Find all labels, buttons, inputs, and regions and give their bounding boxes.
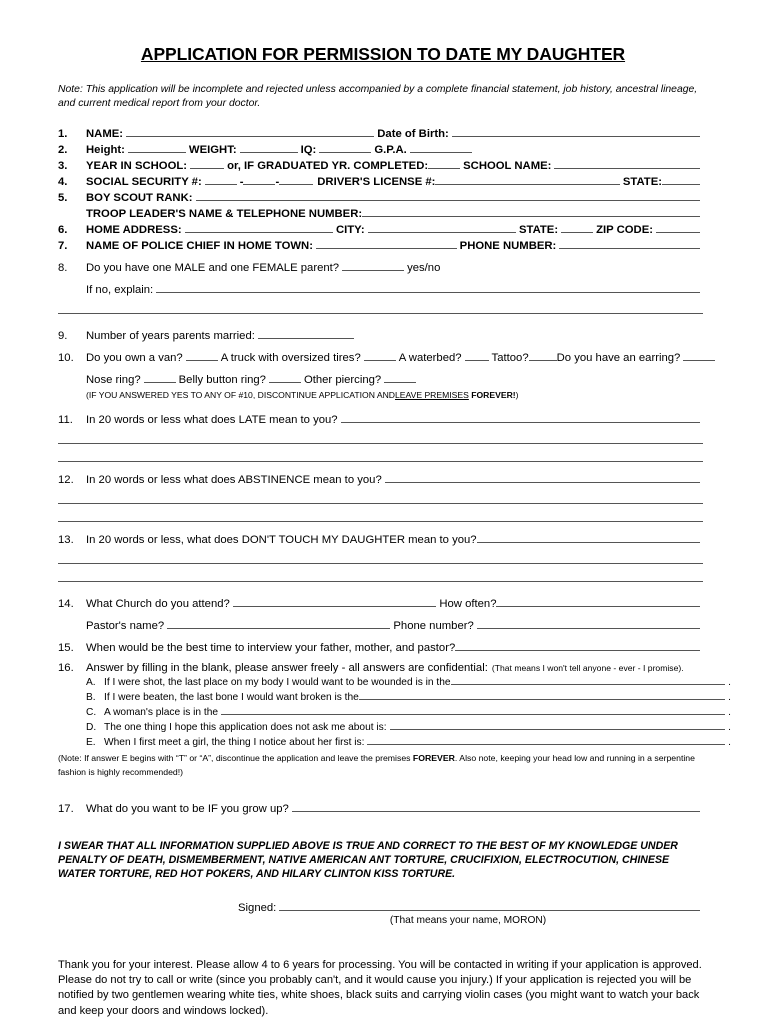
subitem-row-e (86, 734, 731, 748)
input-license-state[interactable] (662, 174, 700, 185)
input-date-of-birth[interactable] (452, 126, 700, 137)
label-drivers-license: DRIVER'S LICENSE #: (317, 176, 436, 189)
label-height: Height: (86, 144, 125, 157)
input-iq[interactable] (319, 142, 371, 153)
subitem-letter-b: B. (86, 692, 96, 704)
signature-caption: (That means your name, MORON) (389, 914, 547, 926)
input-subitem-c[interactable] (221, 704, 725, 715)
page-title (58, 44, 708, 65)
label-tattoo: Tattoo? (491, 352, 529, 365)
field-row-scout-rank (58, 190, 703, 204)
label-other-piercing: Other piercing? (303, 374, 382, 387)
ssn-dash-2: - (275, 176, 280, 189)
input-police-phone[interactable] (559, 238, 700, 249)
label-subitem-a: If I were shot, the last place on my body I would want to be wounded is in the (104, 677, 451, 689)
input-troop-leader[interactable] (362, 206, 700, 217)
continuation-rule-abstinence-1[interactable] (58, 503, 703, 504)
item-number-4: 4. (58, 176, 68, 189)
label-belly-ring: Belly button ring? (178, 374, 266, 387)
label-grow-up: What do you want to be IF you grow up? (86, 802, 289, 815)
label-home-address: HOME ADDRESS: (86, 224, 182, 237)
input-waterbed[interactable] (465, 350, 489, 361)
input-own-van[interactable] (186, 350, 218, 361)
label-state: STATE: (518, 224, 559, 237)
warning-text-forever: FOREVER! (471, 390, 516, 401)
label-subitem-b: If I were beaten, the last bone I would want broken is the (104, 692, 359, 704)
input-ssn-part3[interactable] (279, 174, 313, 185)
label-signed: Signed: (238, 901, 277, 914)
input-pastor-phone[interactable] (477, 618, 700, 629)
field-row-home-address (58, 222, 703, 236)
input-zip-code[interactable] (656, 222, 700, 233)
label-city: CITY: (335, 224, 365, 237)
label-waterbed: A waterbed? (398, 352, 462, 365)
input-home-address[interactable] (185, 222, 333, 233)
input-drivers-license[interactable] (435, 174, 619, 185)
label-year-in-school: YEAR IN SCHOOL: (86, 160, 188, 173)
field-row-if-no-explain (58, 282, 703, 296)
input-tattoo[interactable] (529, 350, 557, 361)
ssn-dash-1: - (239, 176, 244, 189)
item-number-8: 8. (58, 262, 68, 275)
subitem-letter-d: D. (86, 722, 97, 734)
warning-note-item16 (58, 752, 703, 778)
label-confidential-aside: (That means I won't tell anyone - ever - I promise). (491, 663, 684, 674)
subitem-row-d (86, 719, 731, 733)
intro-note: Note: This application will be incomplete and rejected unless accompanied by a complete financial statement, job history, ancestral lineage, and current medical report from your doctor. (58, 84, 698, 109)
warning-text-prefix: (IF YOU ANSWERED YES TO ANY OF #10, DISCONTINUE APPLICATION AND (86, 390, 395, 401)
input-ssn-part1[interactable] (205, 174, 237, 185)
input-city[interactable] (368, 222, 516, 233)
note-e-prefix: (Note: If answer E begins with “T” or “A”, discontinue the application and leave the premises (58, 753, 413, 764)
subitem-e-period: . (728, 737, 731, 749)
page-title-text: APPLICATION FOR PERMISSION TO DATE MY DAUGHTER (140, 44, 626, 64)
label-pastor-name: Pastor's name? (86, 620, 165, 633)
input-weight[interactable] (240, 142, 298, 153)
input-police-chief[interactable] (316, 238, 457, 249)
input-boy-scout-rank[interactable] (196, 190, 701, 201)
item-number-1: 1. (58, 128, 68, 141)
input-signature[interactable] (279, 900, 700, 911)
field-row-school (58, 158, 703, 172)
input-belly-ring[interactable] (269, 372, 301, 383)
note-e-forever: FOREVER (412, 753, 455, 764)
input-how-often[interactable] (496, 596, 700, 607)
label-nose-ring: Nose ring? (86, 374, 141, 387)
label-iq: IQ: (300, 144, 317, 157)
field-row-abstinence-definition (58, 472, 703, 486)
label-fill-in-blank: Answer by filling in the blank, please answer freely - all answers are confidential: (86, 662, 488, 675)
label-police-phone: PHONE NUMBER: (459, 240, 557, 253)
subitem-a-period: . (728, 677, 731, 689)
note-e-suffix: . Also note, keeping your head low and running in a serpentine fashion is highly recommended!) (58, 753, 695, 777)
label-years-married: Number of years parents married: (86, 330, 255, 343)
item-number-17: 17. (58, 802, 74, 815)
label-name: NAME: (86, 128, 124, 141)
field-row-identification (58, 174, 703, 188)
input-truck[interactable] (364, 350, 396, 361)
continuation-rule-dont-touch-1[interactable] (58, 563, 703, 564)
oath-statement: I SWEAR THAT ALL INFORMATION SUPPLIED ABOVE IS TRUE AND CORRECT TO THE BEST OF MY KNOWLEDGE UNDER PENALTY OF DEATH, DISMEMBERMENT, NATIVE AMERICAN ANT TORTURE, CRUCIFIXION, ELECTROCUTION, CHINESE WATER TORTURE, RED HOT POKERS, AND HILARY CLINTON KISS TORTURE. (58, 839, 678, 881)
label-school-name: SCHOOL NAME: (463, 160, 552, 173)
input-late-definition[interactable] (341, 412, 700, 423)
warning-note-item10 (58, 390, 703, 400)
input-church[interactable] (233, 596, 437, 607)
subitem-letter-c: C. (86, 707, 97, 719)
label-social-security: SOCIAL SECURITY #: (86, 176, 202, 189)
field-row-name (58, 126, 703, 140)
label-boy-scout-rank: BOY SCOUT RANK: (86, 192, 193, 205)
field-row-police-chief (58, 238, 703, 252)
field-row-dont-touch-definition (58, 532, 703, 546)
warning-text-suffix: ) (515, 390, 519, 401)
item-number-9: 9. (58, 330, 68, 343)
label-abstinence-definition: In 20 words or less what does ABSTINENCE mean to you? (86, 474, 382, 487)
label-dont-touch-definition: In 20 words or less, what does DON'T TOUCH MY DAUGHTER mean to you? (86, 534, 477, 547)
continuation-rule-late-1[interactable] (58, 443, 703, 444)
subitem-d-period: . (728, 722, 731, 734)
subitem-b-period: . (728, 692, 731, 704)
subitem-c-period: . (728, 707, 731, 719)
label-license-state: STATE: (622, 176, 662, 189)
item-number-7: 7. (58, 240, 68, 253)
subitem-letter-e: E. (86, 737, 96, 749)
field-row-fill-in-blank-intro (58, 662, 703, 674)
field-row-grow-up (58, 801, 703, 815)
input-subitem-e[interactable] (367, 734, 725, 745)
input-abstinence-definition[interactable] (385, 472, 700, 483)
field-row-pastor (58, 618, 703, 632)
field-row-troop-leader (58, 206, 703, 220)
input-subitem-a[interactable] (451, 674, 726, 685)
label-pastor-phone: Phone number? (393, 620, 474, 633)
field-row-parents (58, 260, 703, 274)
label-weight: WEIGHT: (188, 144, 237, 157)
field-row-possessions (58, 350, 703, 364)
input-pastor-name[interactable] (167, 618, 390, 629)
item-number-12: 12. (58, 474, 74, 487)
label-own-van: Do you own a van? (86, 352, 183, 365)
label-gpa: G.P.A. (374, 144, 407, 157)
input-subitem-b[interactable] (359, 689, 725, 700)
input-years-married[interactable] (258, 328, 354, 339)
item-number-16: 16. (58, 662, 74, 675)
item-number-15: 15. (58, 642, 74, 655)
input-height[interactable] (128, 142, 186, 153)
field-row-late-definition (58, 412, 703, 426)
input-earring[interactable] (683, 350, 715, 361)
input-ssn-part2[interactable] (243, 174, 275, 185)
field-row-physical (58, 142, 703, 156)
input-year-completed[interactable] (428, 158, 460, 169)
closing-paragraph: Thank you for your interest. Please allow 4 to 6 years for processing. You will be contacted in writing if your application is approved. Please do not try to call or write (since you probably can't, and it would cause you injury.) If your application is rejected you will be notified by two gentlemen wearing white ties, white shoes, black suits and carrying violin cases (you might want to watch your back and keep your doors and windows locked). (58, 958, 702, 1017)
input-interview-time[interactable] (455, 640, 700, 651)
label-how-often: How often? (439, 598, 497, 611)
label-year-completed: or, IF GRADUATED YR. COMPLETED: (227, 160, 429, 173)
input-dont-touch-definition[interactable] (477, 532, 700, 543)
input-school-name[interactable] (554, 158, 700, 169)
input-state[interactable] (561, 222, 593, 233)
item-number-10: 10. (58, 352, 74, 365)
field-row-interview-time (58, 640, 703, 654)
subitem-row-c (86, 704, 731, 718)
input-subitem-d[interactable] (390, 719, 726, 730)
warning-text-underlined: LEAVE PREMISES (394, 390, 469, 401)
field-row-years-married (58, 328, 703, 342)
input-if-no-explain[interactable] (156, 282, 700, 293)
label-earring: Do you have an earring? (556, 352, 681, 365)
label-truck: A truck with oversized tires? (220, 352, 361, 365)
label-yes-no: yes/no (407, 262, 441, 275)
input-year-in-school[interactable] (190, 158, 224, 169)
label-date-of-birth: Date of Birth: (377, 128, 449, 141)
input-gpa[interactable] (410, 142, 472, 153)
label-if-no-explain: If no, explain: (86, 284, 154, 297)
input-male-female-parent[interactable] (342, 260, 404, 271)
label-subitem-e: When I first meet a girl, the thing I notice about her first is: (104, 737, 365, 749)
label-interview-time: When would be the best time to interview your father, mother, and pastor? (86, 642, 456, 655)
subitem-row-b (86, 689, 731, 703)
label-subitem-d: The one thing I hope this application does not ask me about is: (104, 722, 387, 734)
item-number-13: 13. (58, 534, 74, 547)
label-zip-code: ZIP CODE: (596, 224, 654, 237)
input-nose-ring[interactable] (144, 372, 176, 383)
signature-row (238, 900, 703, 914)
item-number-3: 3. (58, 160, 68, 173)
input-name[interactable] (126, 126, 374, 137)
item-number-6: 6. (58, 224, 68, 237)
label-troop-leader: TROOP LEADER'S NAME & TELEPHONE NUMBER: (86, 208, 363, 221)
item-number-11: 11. (58, 414, 73, 427)
field-row-piercings (58, 372, 703, 386)
input-other-piercing[interactable] (384, 372, 416, 383)
label-male-female-parent: Do you have one MALE and one FEMALE parent? (86, 262, 340, 275)
label-late-definition: In 20 words or less what does LATE mean to you? (86, 414, 338, 427)
item-number-14: 14. (58, 598, 74, 611)
item-number-5: 5. (58, 192, 68, 205)
label-subitem-c: A woman's place is in the (104, 707, 219, 719)
label-police-chief: NAME OF POLICE CHIEF IN HOME TOWN: (86, 240, 313, 253)
label-church: What Church do you attend? (86, 598, 230, 611)
input-grow-up[interactable] (292, 801, 700, 812)
subitem-row-a (86, 674, 731, 688)
field-row-church (58, 596, 703, 610)
subitem-letter-a: A. (86, 677, 96, 689)
item-number-2: 2. (58, 144, 68, 157)
